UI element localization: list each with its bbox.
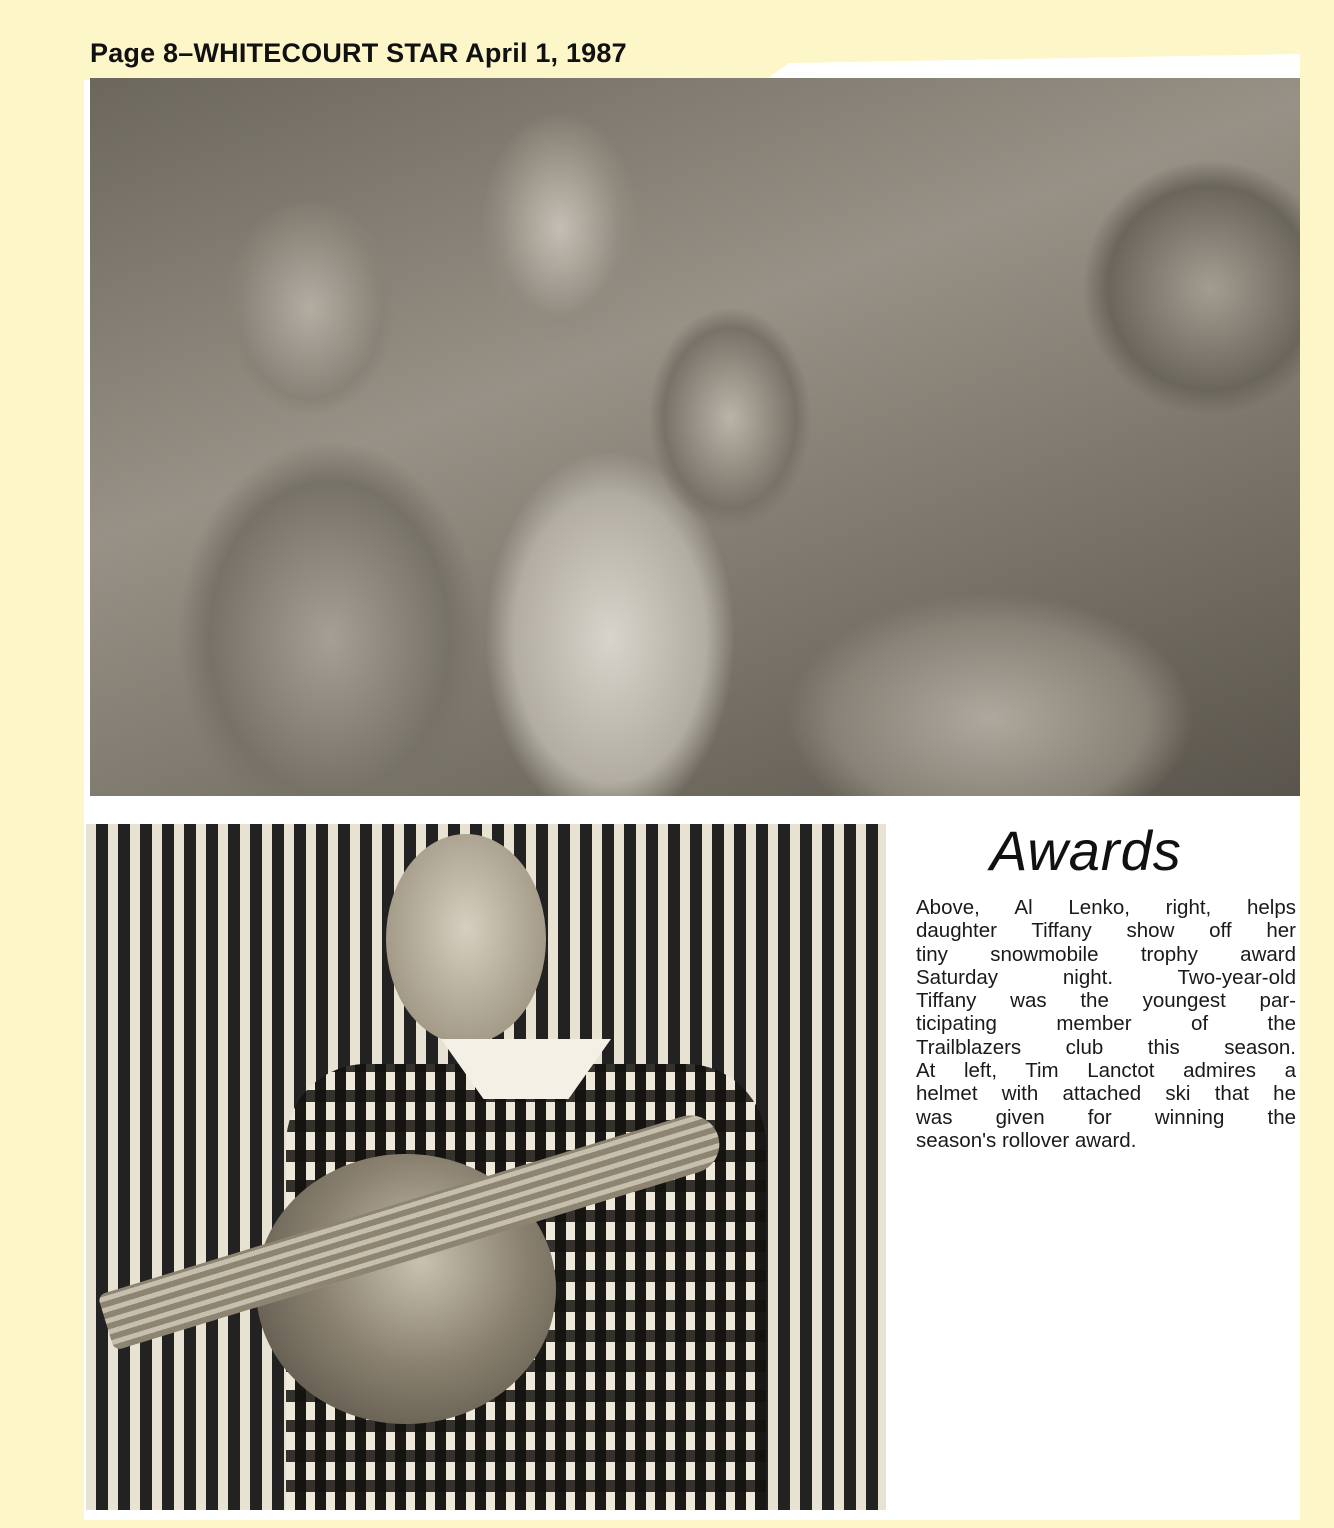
caption-line: season's rollover award. bbox=[916, 1128, 1137, 1152]
caption-line: Trailblazers club this season. bbox=[916, 1035, 1296, 1059]
caption-line: was given for winning the bbox=[916, 1105, 1296, 1129]
caption-line: Tiffany was the youngest par- bbox=[916, 989, 1296, 1013]
photo-award-presentation bbox=[90, 78, 1300, 796]
caption-line: Saturday night. Two-year-old bbox=[916, 965, 1296, 989]
article-caption bbox=[916, 896, 1296, 1152]
caption-line: tiny snowmobile trophy award bbox=[916, 942, 1296, 966]
caption-line: daughter Tiffany show off her bbox=[916, 919, 1296, 943]
caption-line: Above, Al Lenko, right, helps bbox=[916, 896, 1296, 919]
photo-figure-face bbox=[386, 834, 546, 1044]
caption-line: ticipating member of the bbox=[916, 1012, 1296, 1036]
page-header: Page 8–WHITECOURT STAR April 1, 1987 bbox=[90, 38, 627, 68]
caption-line: helmet with attached ski that he bbox=[916, 1082, 1296, 1106]
caption-line: At left, Tim Lanctot admires a bbox=[916, 1059, 1296, 1083]
photo-helmet-ski bbox=[86, 824, 886, 1510]
article-headline: Awards bbox=[990, 819, 1182, 882]
